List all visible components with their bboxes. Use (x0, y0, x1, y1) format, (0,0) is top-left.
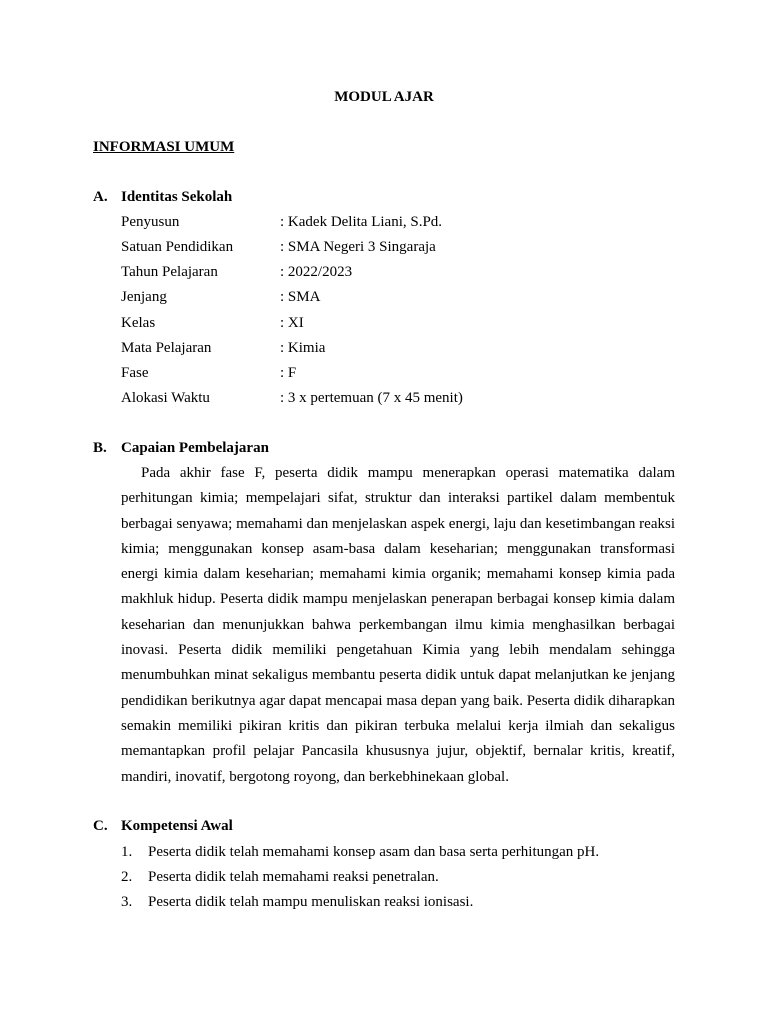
identity-value: : Kimia (280, 340, 326, 356)
identity-key: Alokasi Waktu (121, 390, 210, 406)
identity-key: Jenjang (121, 289, 167, 305)
section-b-title: Capaian Pembelajaran (121, 440, 269, 456)
section-a-title: Identitas Sekolah (121, 189, 233, 205)
section-heading-general-info: INFORMASI UMUM (93, 139, 235, 155)
list-item-number: 3. (121, 894, 133, 910)
list-item-number: 2. (121, 869, 133, 885)
document-title: MODUL AJAR (334, 89, 434, 105)
identity-value: : 3 x pertemuan (7 x 45 menit) (280, 390, 463, 406)
list-item-text: Peserta didik telah memahami konsep asam dan basa serta perhitungan pH. (148, 844, 600, 860)
identity-value: : Kadek Delita Liani, S.Pd. (280, 214, 443, 230)
section-c-heading (93, 818, 233, 835)
identity-key: Tahun Pelajaran (121, 264, 218, 280)
identity-value: : SMA Negeri 3 Singaraja (280, 239, 436, 255)
achievement-paragraph: Pada akhir fase F, peserta didik mampu menerapkan operasi matematika dalam perhitungan kimia; mempelajari sifat, struktur dan interaksi partikel dalam membentuk berbagai senyawa; memahami dan menjelaskan aspek energi, laju dan kesetimbangan reaksi kimia; menggunakan konsep asam-basa dalam keseharian; menggunakan transformasi energi kimia dalam keseharian; memahami kimia organik; memahami konsep kimia pada makhluk hidup. Peserta didik mampu menjelaskan penerapan berbagai konsep kimia dalam keseharian dan menunjukkan bahwa perkembangan ilmu kimia menghasilkan berbagai inovasi. Peserta didik memiliki pengetahuan Kimia yang lebih mendalam sehingga menumbuhkan minat sekaligus membantu peserta didik untuk dapat melanjutkan ke jenjang pendidikan berikutnya agar dapat mencapai masa depan yang baik. Peserta didik diharapkan semakin memiliki pikiran kritis dan pikiran terbuka melalui kerja ilmiah dan sekaligus memantapkan profil pelajar Pancasila khususnya jujur, objektif, bernalar kritis, kreatif, mandiri, inovatif, bergotong royong, dan berkebhinekaan global. (121, 465, 675, 785)
achievement-paragraph-block (121, 461, 675, 790)
identity-value: : F (280, 365, 297, 381)
identity-key: Mata Pelajaran (121, 340, 212, 356)
identity-value: : SMA (280, 289, 321, 305)
identity-value: : XI (280, 315, 304, 331)
identity-value: : 2022/2023 (280, 264, 353, 280)
list-item-number: 1. (121, 844, 133, 860)
list-item-text: Peserta didik telah memahami reaksi penetralan. (148, 869, 439, 885)
identity-key: Fase (121, 365, 149, 381)
section-b-heading (93, 440, 269, 457)
identity-key: Penyusun (121, 214, 180, 230)
identity-key: Satuan Pendidikan (121, 239, 234, 255)
section-c-title: Kompetensi Awal (121, 818, 233, 834)
section-c-letter: C. (93, 818, 108, 834)
identity-key: Kelas (121, 315, 156, 331)
section-b-letter: B. (93, 440, 107, 456)
section-a-letter: A. (93, 189, 108, 205)
section-a-heading (93, 189, 232, 206)
list-item-text: Peserta didik telah mampu menuliskan reaksi ionisasi. (148, 894, 474, 910)
